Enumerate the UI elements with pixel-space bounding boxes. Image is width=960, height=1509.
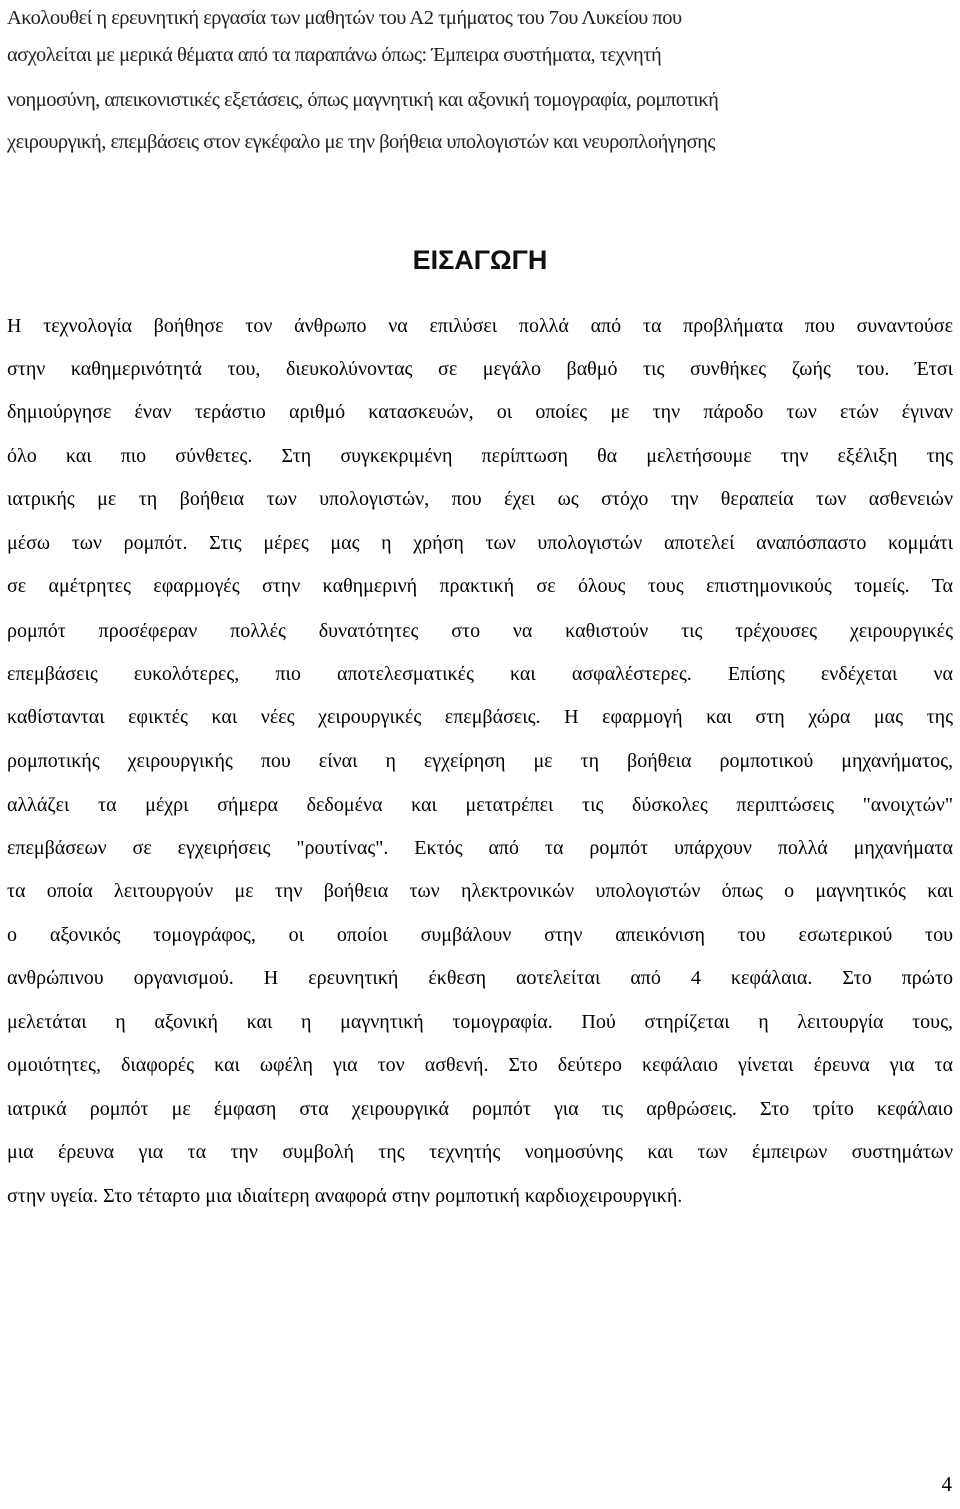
body-line: δημιούργησε έναν τεράστιο αριθμό κατασκευών, οι οποίες με την πάροδο των ετών έγιναν: [7, 401, 953, 423]
intro-line: χειρουργική, επεμβάσεις στον εγκέφαλο με την βοήθεια υπολογιστών και νευροπλοήγησης: [7, 131, 715, 153]
body-line: στην καθημερινότητά του, διευκολύνοντας σε μεγάλο βαθμό τις συνθήκες ζωής του. Έτσι: [7, 358, 953, 380]
body-line: ιατρικά ρομπότ με έμφαση στα χειρουργικά ρομπότ για τις αρθρώσεις. Στο τρίτο κεφάλαιο: [7, 1098, 953, 1120]
body-line: σε αμέτρητες εφαρμογές στην καθημερινή πρακτική σε όλους τους επιστημονικούς τομείς. Τα: [7, 575, 953, 597]
body-line: μια έρευνα για τα την συμβολή της τεχνητής νοημοσύνης και των έμπειρων συστημάτων: [7, 1141, 953, 1163]
intro-line: Ακολουθεί η ερευνητική εργασία των μαθητών του Α2 τμήματος του 7ου Λυκείου που: [7, 7, 682, 29]
body-line: επεμβάσεις ευκολότερες, πιο αποτελεσματικές και ασφαλέστερες. Επίσης ενδέχεται να: [7, 663, 953, 685]
body-line: ιατρικής με τη βοήθεια των υπολογιστών, που έχει ως στόχο την θεραπεία των ασθενειών: [7, 488, 953, 510]
body-line: τα οποία λειτουργούν με την βοήθεια των ηλεκτρονικών υπολογιστών όπως ο μαγνητικός και: [7, 880, 953, 902]
body-line: μέσω των ρομπότ. Στις μέρες μας η χρήση των υπολογιστών αποτελεί αναπόσπαστο κομμάτι: [7, 532, 953, 554]
page-number: 4: [941, 1472, 952, 1496]
body-line: όλο και πιο σύνθετες. Στη συγκεκριμένη περίπτωση θα μελετήσουμε την εξέλιξη της: [7, 445, 953, 467]
intro-line: ασχολείται με μερικά θέματα από τα παραπάνω όπως: Έμπειρα συστήματα, τεχνητή: [7, 44, 662, 66]
body-line: επεμβάσεων σε εγχειρήσεις "ρουτίνας". Εκτός από τα ρομπότ υπάρχουν πολλά μηχανήματα: [7, 837, 953, 859]
body-line: ρομποτικής χειρουργικής που είναι η εγχείρηση με τη βοήθεια ρομποτικού μηχανήματος,: [7, 750, 953, 772]
body-line: στην υγεία. Στο τέταρτο μια ιδιαίτερη αναφορά στην ρομποτική καρδιοχειρουργική.: [7, 1185, 683, 1207]
body-line: καθίστανται εφικτές και νέες χειρουργικές επεμβάσεις. Η εφαρμογή και στη χώρα μας της: [7, 706, 953, 728]
body-line: Η τεχνολογία βοήθησε τον άνθρωπο να επιλύσει πολλά από τα προβλήματα που συναντούσε: [7, 315, 953, 337]
section-heading: ΕΙΣΑΓΩΓΗ: [412, 245, 548, 275]
body-line: ρομπότ προσέφεραν πολλές δυνατότητες στο να καθιστούν τις τρέχουσες χειρουργικές: [7, 620, 953, 642]
body-line: ανθρώπινου οργανισμού. Η ερευνητική έκθεση αοτελείται από 4 κεφάλαια. Στο πρώτο: [7, 967, 953, 989]
body-line: μελετάται η αξονική και η μαγνητική τομογραφία. Πού στηρίζεται η λειτουργία τους,: [7, 1011, 953, 1033]
intro-line: νοημοσύνη, απεικονιστικές εξετάσεις, όπως μαγνητική και αξονική τομογραφία, ρομποτική: [7, 89, 719, 111]
body-line: ο αξονικός τομογράφος, οι οποίοι συμβάλουν στην απεικόνιση του εσωτερικού του: [7, 924, 953, 946]
body-line: ομοιότητες, διαφορές και ωφέλη για τον ασθενή. Στο δεύτερο κεφάλαιο γίνεται έρευνα για τα: [7, 1054, 953, 1076]
body-line: αλλάζει τα μέχρι σήμερα δεδομένα και μετατρέπει τις δύσκολες περιπτώσεις "ανοιχτών": [7, 794, 953, 816]
